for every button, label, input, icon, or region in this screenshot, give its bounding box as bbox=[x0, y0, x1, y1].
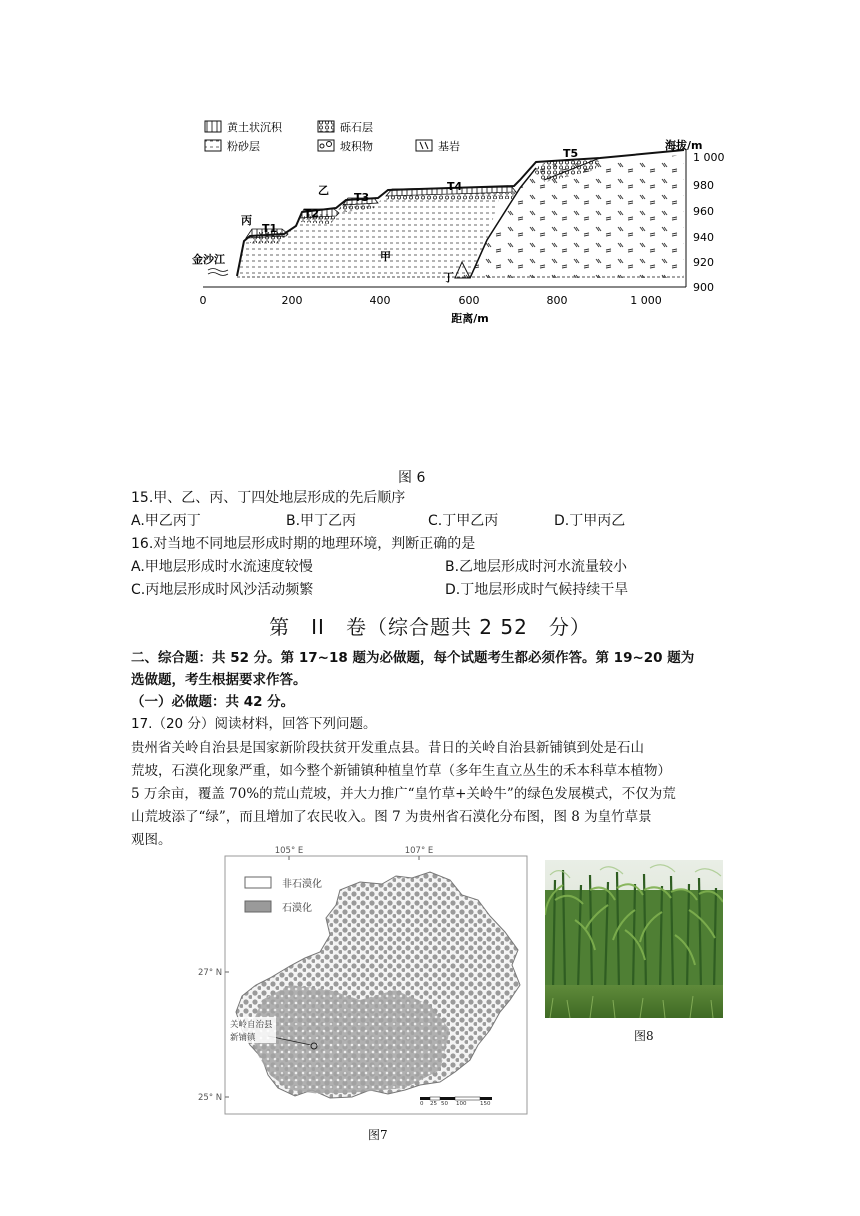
section-2-intro-line2: 选做题，考生根据要求作答。 bbox=[131, 672, 307, 688]
q15-option-b: B.甲丁乙丙 bbox=[286, 513, 357, 529]
svg-text:非石漠化: 非石漠化 bbox=[282, 879, 322, 890]
q15-option-a: A.甲乙丙丁 bbox=[131, 513, 201, 529]
svg-text:黄土状沉积: 黄土状沉积 bbox=[227, 121, 282, 134]
svg-text:砾石层: 砾石层 bbox=[340, 121, 373, 134]
lon-label: 107° E bbox=[404, 846, 434, 856]
svg-text:50: 50 bbox=[441, 1101, 448, 1107]
y-axis-label: 海拔/m bbox=[665, 139, 703, 152]
q16-stem: 16.对当地不同地层形成时期的地理环境，判断正确的是 bbox=[131, 536, 476, 552]
y-tick-label: 980 bbox=[693, 179, 714, 192]
place-label: 新铺镇 bbox=[230, 1033, 256, 1043]
figure-7-caption: 图7 bbox=[368, 1128, 388, 1142]
x-tick-label: 1 000 bbox=[630, 294, 662, 307]
terrace-label: T5 bbox=[563, 147, 579, 160]
lat-label: 25° N bbox=[198, 1093, 223, 1103]
x-tick-label: 0 bbox=[199, 294, 207, 307]
terrace-label: T3 bbox=[354, 191, 370, 204]
x-axis-label: 距离/m bbox=[451, 312, 489, 325]
svg-text:粉砂层: 粉砂层 bbox=[227, 140, 260, 153]
svg-text:坡积物: 坡积物 bbox=[340, 140, 373, 153]
y-tick-label: 940 bbox=[693, 231, 714, 244]
figure-6-y-ticks bbox=[693, 151, 725, 294]
required-header: （一）必做题：共 42 分。 bbox=[131, 694, 295, 710]
lon-label: 105° E bbox=[274, 846, 304, 856]
x-tick-label: 800 bbox=[546, 294, 568, 307]
section-2-title: 第 II 卷（综合题共 2 52 分） bbox=[269, 615, 591, 639]
q16-option-d: D.丁地层形成时气候持续干旱 bbox=[445, 582, 629, 598]
material-line: 5 万余亩，覆盖 70%的荒山荒坡，并大力推广“皇竹草+关岭牛”的绿色发展模式，不仅为荒 bbox=[131, 786, 676, 802]
svg-text:100: 100 bbox=[456, 1101, 467, 1107]
q15-stem: 15.甲、乙、丙、丁四处地层形成的先后顺序 bbox=[131, 490, 406, 506]
x-tick-label: 600 bbox=[458, 294, 480, 307]
figure-6-terrace-profile bbox=[190, 112, 730, 330]
material-line: 荒坡，石漠化现象严重，如今整个新铺镇种植皇竹草（多年生直立丛生的禾本科草本植物） bbox=[131, 763, 671, 779]
x-tick-label: 200 bbox=[281, 294, 303, 307]
lat-label: 27° N bbox=[198, 968, 223, 978]
marker-yi: 乙 bbox=[318, 184, 329, 197]
q15-option-d: D.丁甲丙乙 bbox=[554, 513, 626, 529]
figure-6-legend bbox=[205, 120, 460, 153]
figure-6-x-ticks bbox=[200, 294, 662, 307]
y-tick-label: 920 bbox=[693, 256, 714, 269]
figure-6-caption: 图 6 bbox=[398, 470, 426, 486]
svg-text:石漠化: 石漠化 bbox=[282, 903, 312, 914]
svg-text:150: 150 bbox=[480, 1101, 491, 1107]
y-tick-label: 960 bbox=[693, 205, 714, 218]
figure-7-rocky-desertification-map bbox=[195, 843, 530, 1118]
river-label: 金沙江 bbox=[192, 253, 225, 266]
q17-stem: 17.（20 分）阅读材料，回答下列问题。 bbox=[131, 716, 377, 732]
figure-8-king-grass-photo bbox=[545, 860, 723, 1018]
y-tick-label: 900 bbox=[693, 281, 714, 294]
q16-option-a: A.甲地层形成时水流速度较慢 bbox=[131, 559, 313, 575]
place-label: 关岭自治县 bbox=[230, 1020, 273, 1030]
terrace-label: T1 bbox=[262, 222, 278, 235]
material-line: 贵州省关岭自治县是国家新阶段扶贫开发重点县。昔日的关岭自治县新铺镇到处是石山 bbox=[131, 740, 644, 756]
svg-text:基岩: 基岩 bbox=[438, 140, 460, 153]
section-2-intro-line1: 二、综合题：共 52 分。第 17~18 题为必做题，每个试题考生都必须作答。第 19~20 题为 bbox=[131, 650, 695, 666]
marker-jia: 甲 bbox=[380, 250, 391, 263]
q15-option-c: C.丁甲乙丙 bbox=[428, 513, 499, 529]
q16-option-c: C.丙地层形成时风沙活动频繁 bbox=[131, 582, 314, 598]
marker-ding: 丁 bbox=[443, 271, 454, 284]
figure-7-scale-bar bbox=[420, 1097, 492, 1107]
q16-option-b: B.乙地层形成时河水流量较小 bbox=[445, 559, 628, 575]
terrace-label: T2 bbox=[304, 207, 320, 220]
marker-bing: 丙 bbox=[241, 214, 252, 227]
terrace-label: T4 bbox=[447, 180, 463, 193]
figure-8-caption: 图8 bbox=[634, 1029, 654, 1043]
x-tick-label: 400 bbox=[369, 294, 391, 307]
y-tick-label: 1 000 bbox=[693, 151, 725, 164]
material-line: 山荒坡添了“绿”，而且增加了农民收入。图 7 为贵州省石漠化分布图，图 8 为皇竹草景 bbox=[131, 809, 652, 825]
material-line: 观图。 bbox=[131, 832, 172, 848]
svg-text:0: 0 bbox=[420, 1101, 424, 1107]
svg-text:25: 25 bbox=[430, 1101, 437, 1107]
